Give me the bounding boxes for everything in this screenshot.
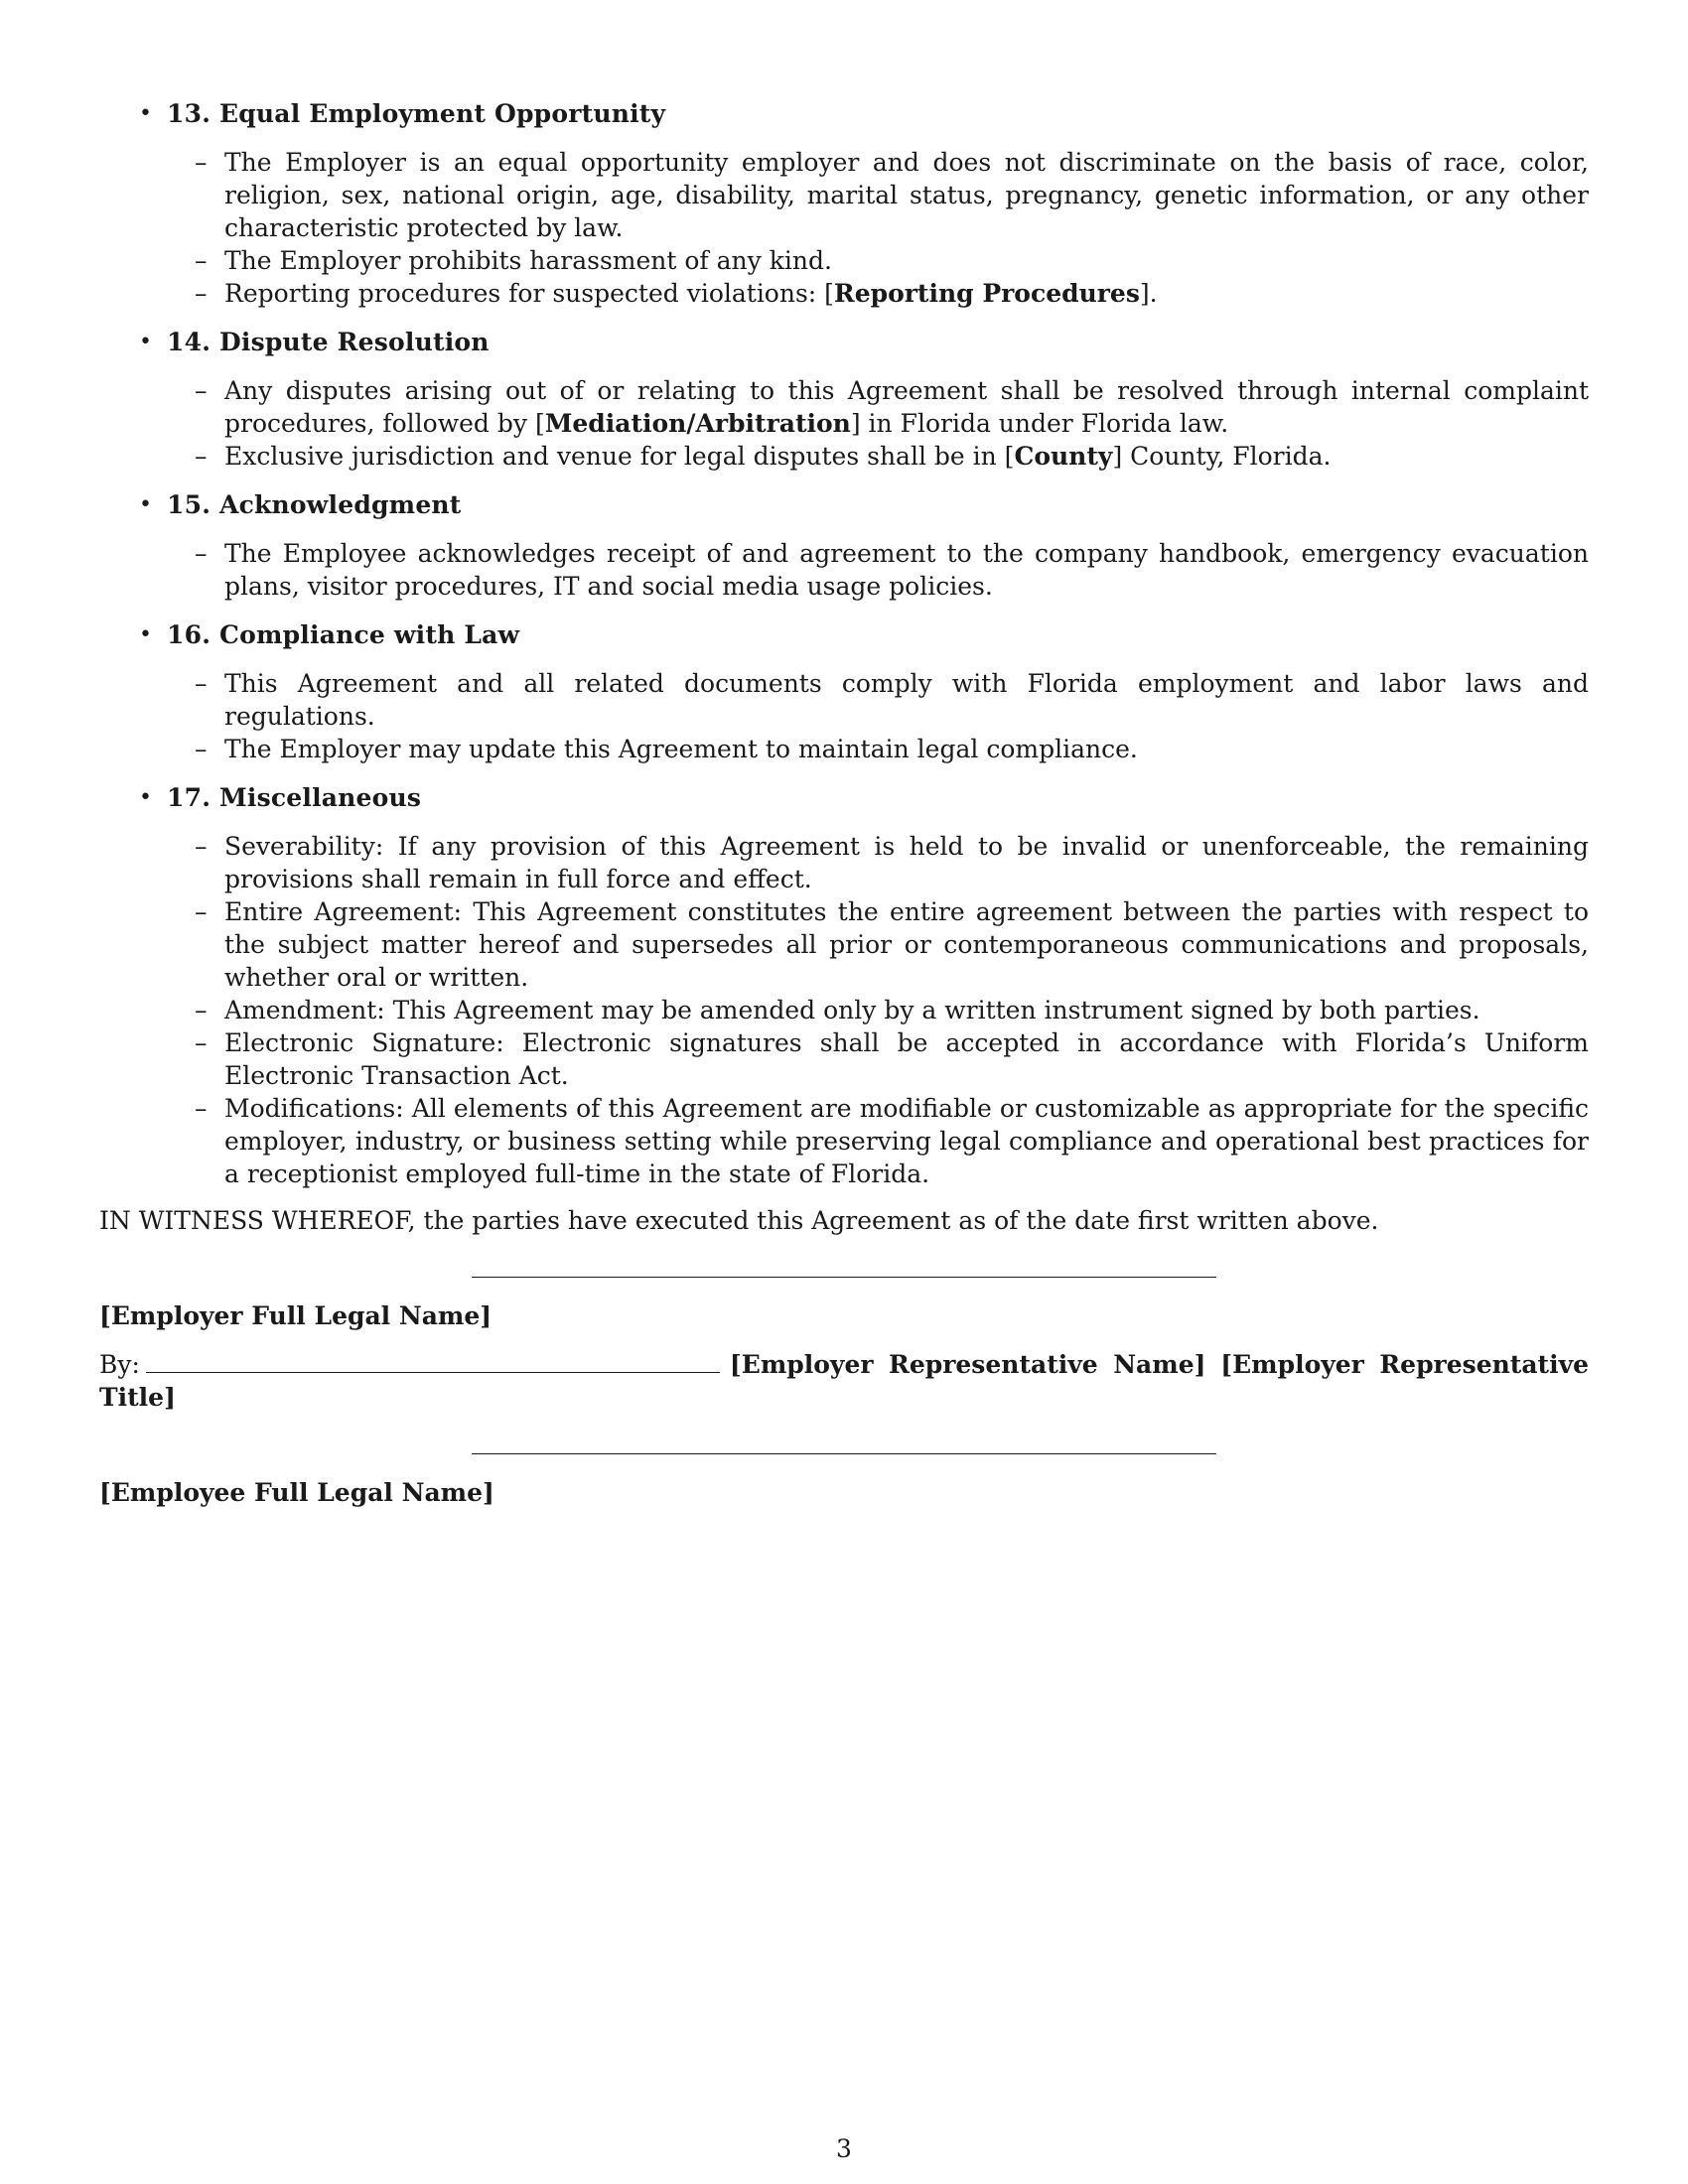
section-heading: 13. Equal Employment Opportunity bbox=[167, 99, 666, 128]
dash-bullet-icon: – bbox=[195, 832, 208, 861]
section-items bbox=[167, 667, 1589, 765]
by-signature-blank bbox=[146, 1350, 720, 1373]
item-text: The Employee acknowledges receipt of and agreement to the company handbook, emergency evacuation plans, visitor procedures, IT and social media usage policies. bbox=[224, 539, 1589, 601]
item-text: Any disputes arising out of or relating to this Agreement shall be resolved through internal complaint procedures, followed by [ bbox=[224, 376, 1589, 438]
item-text: Amendment: This Agreement may be amended only by a written instrument signed by both parties. bbox=[224, 996, 1480, 1024]
section bbox=[99, 488, 1589, 603]
employee-signature-line bbox=[472, 1453, 1216, 1454]
employer-name-block: [Employer Full Legal Name] bbox=[99, 1301, 492, 1330]
placeholder-text: Reporting Procedures bbox=[833, 279, 1140, 308]
section bbox=[99, 618, 1589, 765]
dash-bullet-icon: – bbox=[195, 148, 208, 177]
employee-name-block: [Employee Full Legal Name] bbox=[99, 1478, 494, 1507]
dash-bullet-icon: – bbox=[195, 246, 208, 275]
item-text: The Employer prohibits harassment of any kind. bbox=[224, 246, 832, 275]
by-label: By: bbox=[99, 1350, 140, 1379]
item-text: Reporting procedures for suspected violations: [ bbox=[224, 279, 834, 308]
bullet-icon: • bbox=[139, 785, 152, 810]
item-text: Severability: If any provision of this Agreement is held to be invalid or unenforceable, the remaining provisions shall remain in full force and effect. bbox=[224, 832, 1589, 893]
employer-name-placeholder: Employer Full Legal Name bbox=[110, 1301, 481, 1330]
dash-bullet-icon: – bbox=[195, 442, 208, 471]
section-items bbox=[167, 146, 1589, 310]
item-text: Exclusive jurisdiction and venue for legal disputes shall be in [ bbox=[224, 442, 1015, 471]
list-item bbox=[195, 830, 1589, 895]
list-item bbox=[195, 277, 1589, 310]
page-number: 3 bbox=[836, 2134, 852, 2163]
rep-name-placeholder: Employer Representative Name bbox=[741, 1350, 1195, 1379]
list-item bbox=[195, 994, 1589, 1026]
document-page bbox=[99, 97, 1589, 1509]
section bbox=[99, 781, 1589, 1190]
item-text-tail: ] County, Florida. bbox=[1112, 442, 1332, 471]
placeholder-text: Mediation/Arbitration bbox=[544, 409, 851, 438]
dash-bullet-icon: – bbox=[195, 996, 208, 1024]
item-text: This Agreement and all related documents comply with Florida employment and labor laws and regulations. bbox=[224, 669, 1589, 731]
list-item bbox=[195, 374, 1589, 440]
dash-bullet-icon: – bbox=[195, 669, 208, 698]
section-items bbox=[167, 537, 1589, 603]
list-item bbox=[195, 1026, 1589, 1092]
bullet-icon: • bbox=[139, 622, 152, 647]
rep-title-placeholder: Employer Representative Title bbox=[99, 1350, 1590, 1412]
list-item bbox=[195, 146, 1589, 244]
bullet-icon: • bbox=[139, 492, 152, 517]
section-heading: 17. Miscellaneous bbox=[167, 783, 422, 812]
dash-bullet-icon: – bbox=[195, 1094, 208, 1123]
item-text: The Employer may update this Agreement to maintain legal compliance. bbox=[224, 735, 1138, 763]
dash-bullet-icon: – bbox=[195, 735, 208, 763]
dash-bullet-icon: – bbox=[195, 897, 208, 926]
section-items bbox=[167, 374, 1589, 473]
dash-bullet-icon: – bbox=[195, 376, 208, 405]
bullet-icon: • bbox=[139, 330, 152, 354]
sections-list bbox=[99, 97, 1589, 1190]
employer-by-row: By: [Employer Representative Name] [Employer Representative Title] bbox=[99, 1350, 1590, 1412]
item-text-tail: ]. bbox=[1139, 279, 1158, 308]
dash-bullet-icon: – bbox=[195, 1028, 208, 1057]
list-item bbox=[195, 733, 1589, 765]
list-item bbox=[195, 1092, 1589, 1190]
section-heading: 16. Compliance with Law bbox=[167, 620, 520, 649]
list-item bbox=[195, 440, 1589, 473]
list-item bbox=[195, 667, 1589, 733]
item-text: Electronic Signature: Electronic signatures shall be accepted in accordance with Florida’s Uniform Electronic Transaction Act. bbox=[224, 1028, 1589, 1090]
employer-signature-line bbox=[472, 1277, 1216, 1278]
placeholder-text: County bbox=[1014, 442, 1113, 471]
bullet-icon: • bbox=[139, 101, 152, 126]
section-items bbox=[167, 830, 1589, 1190]
item-text: Modifications: All elements of this Agreement are modifiable or customizable as appropriate for the specific employer, industry, or business setting while preserving legal compliance and operational best practices for a receptionist employed full-time in the state of Florida. bbox=[224, 1094, 1589, 1188]
item-text: Entire Agreement: This Agreement constitutes the entire agreement between the parties with respect to the subject matter hereof and supersedes all prior or contemporaneous communications and proposals, whether oral or written. bbox=[224, 897, 1589, 992]
dash-bullet-icon: – bbox=[195, 279, 208, 308]
employee-name-placeholder: Employee Full Legal Name bbox=[110, 1478, 484, 1507]
item-text: The Employer is an equal opportunity employer and does not discriminate on the basis of race, color, religion, sex, national origin, age, disability, marital status, pregnancy, genetic information, or any other characteristic protected by law. bbox=[224, 148, 1589, 242]
list-item bbox=[195, 244, 1589, 277]
witness-clause: IN WITNESS WHEREOF, the parties have executed this Agreement as of the date first written above. bbox=[99, 1206, 1379, 1235]
section-heading: 15. Acknowledgment bbox=[167, 490, 462, 519]
section-heading: 14. Dispute Resolution bbox=[167, 328, 490, 356]
item-text-tail: ] in Florida under Florida law. bbox=[850, 409, 1229, 438]
dash-bullet-icon: – bbox=[195, 539, 208, 568]
section bbox=[99, 326, 1589, 473]
section bbox=[99, 97, 1589, 310]
list-item bbox=[195, 895, 1589, 994]
list-item bbox=[195, 537, 1589, 603]
